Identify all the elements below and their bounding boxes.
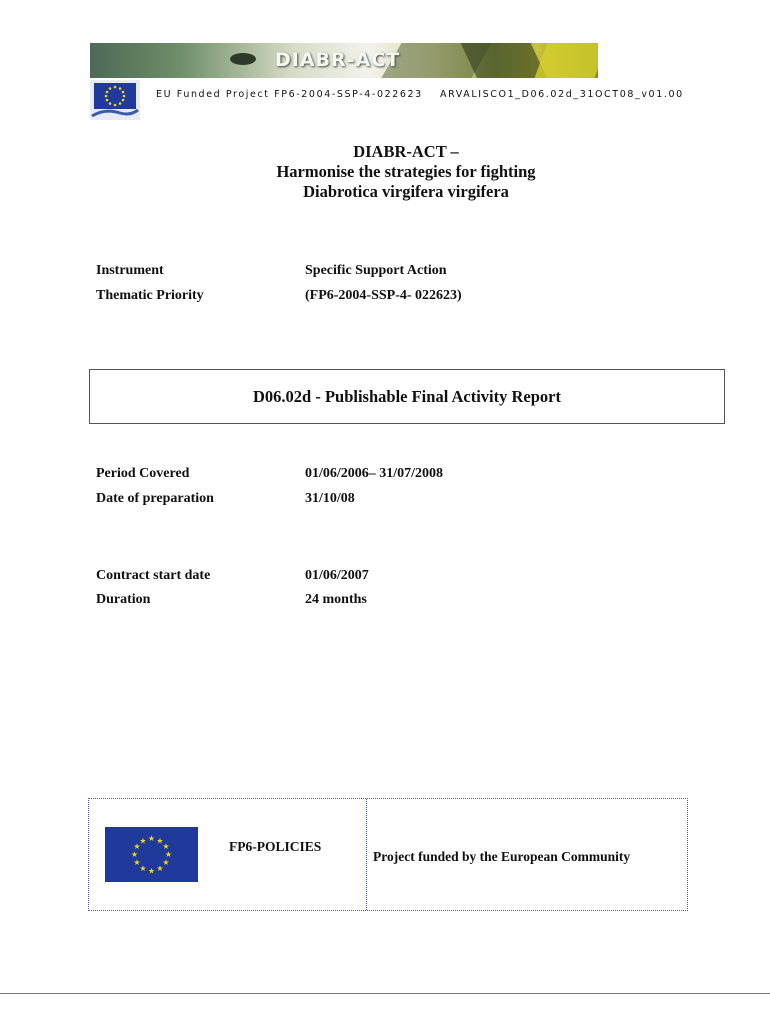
- thematic-priority-value: (FP6-2004-SSP-4- 022623): [305, 288, 462, 303]
- instrument-value: Specific Support Action: [305, 263, 447, 278]
- svg-text:★: ★: [162, 842, 170, 851]
- title-line-3: Diabrotica virgifera virgifera: [303, 182, 509, 201]
- program-label: FP6-POLICIES: [229, 839, 322, 854]
- svg-text:★: ★: [133, 858, 141, 867]
- svg-text:★: ★: [147, 866, 156, 876]
- svg-text:★: ★: [133, 842, 141, 851]
- svg-text:★: ★: [130, 850, 139, 859]
- header-document-ref: ARVALISCO1_D06.02d_31OCT08_v01.00: [440, 89, 684, 100]
- svg-text:★: ★: [147, 834, 156, 843]
- period-covered-label: Period Covered: [96, 466, 190, 481]
- thematic-priority-label: Thematic Priority: [96, 288, 204, 303]
- insect-icon: [230, 53, 256, 65]
- svg-text:★: ★: [156, 836, 164, 846]
- svg-text:★: ★: [139, 836, 147, 846]
- header-project-id: EU Funded Project FP6-2004-SSP-4-022623: [156, 89, 423, 100]
- svg-text:★: ★: [164, 850, 173, 859]
- eu-flag-icon: [105, 827, 198, 882]
- footer-divider: [0, 993, 770, 994]
- contract-start-label: Contract start date: [96, 568, 211, 583]
- period-covered-value: 01/06/2006– 31/07/2008: [305, 466, 444, 481]
- svg-text:★: ★: [162, 858, 170, 867]
- title-line-2: Harmonise the strategies for fighting: [276, 162, 536, 181]
- date-of-preparation-label: Date of preparation: [96, 491, 214, 506]
- duration-value: 24 months: [305, 592, 367, 607]
- deliverable-title: D06.02d - Publishable Final Activity Report: [252, 386, 561, 406]
- svg-text:★: ★: [156, 864, 164, 873]
- svg-text:★: ★: [139, 864, 147, 873]
- instrument-label: Instrument: [96, 263, 164, 278]
- contract-start-value: 01/06/2007: [305, 568, 369, 583]
- funding-statement: Project funded by the European Community: [373, 849, 631, 864]
- funding-box-divider: [366, 799, 367, 910]
- header-banner: [90, 43, 598, 78]
- title-line-1: DIABR-ACT –: [353, 142, 459, 161]
- funding-box: [88, 798, 688, 911]
- document-title: [0, 142, 770, 202]
- duration-label: Duration: [96, 592, 151, 607]
- date-of-preparation-value: 31/10/08: [305, 491, 355, 506]
- banner-title: DIABR-ACT: [275, 49, 401, 71]
- eu-logo-icon: [90, 80, 140, 120]
- deliverable-box: [89, 369, 725, 424]
